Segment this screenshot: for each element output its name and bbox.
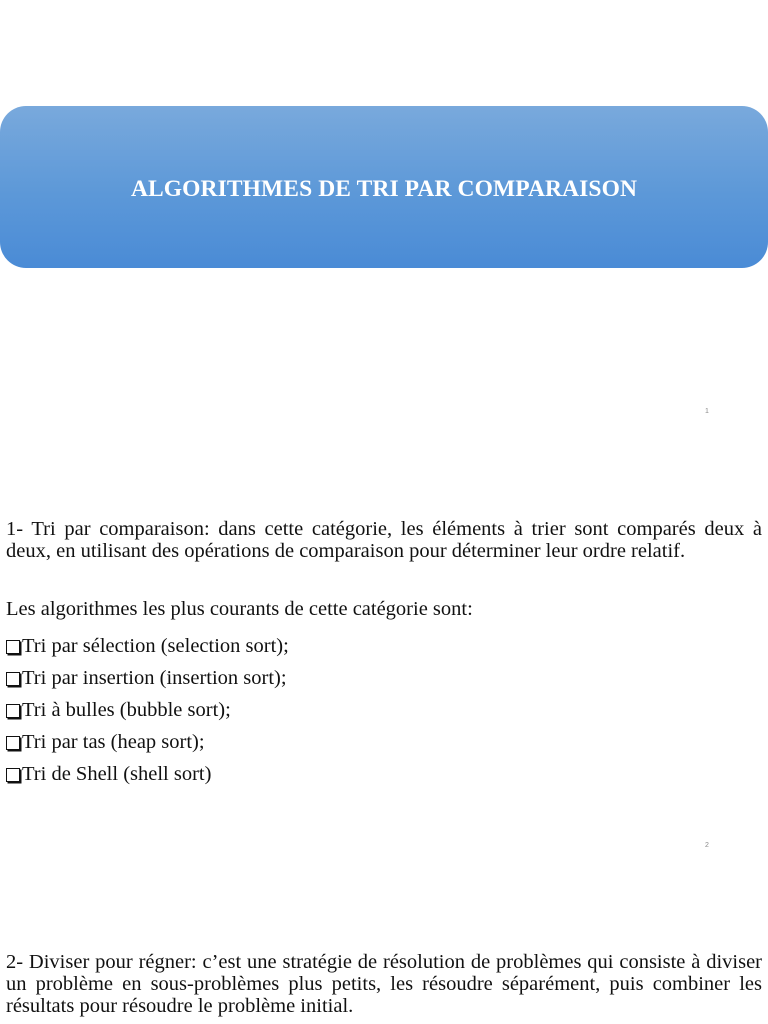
list-item bbox=[6, 758, 289, 790]
slide-1 bbox=[0, 0, 768, 433]
list-item bbox=[6, 726, 289, 758]
list-item-label: Tri par sélection (selection sort); bbox=[22, 634, 289, 657]
page-number: 1 bbox=[705, 408, 709, 415]
list-item bbox=[6, 662, 289, 694]
checkbox-icon bbox=[6, 704, 20, 718]
list-item-label: Tri de Shell (shell sort) bbox=[22, 762, 212, 785]
paragraph-comparison-sort: 1- Tri par comparaison: dans cette catégorie, les éléments à trier sont comparés deux à deux, en utilisant des opérations de comparaison pour déterminer leur ordre relatif. bbox=[6, 518, 762, 562]
list-item-label: Tri à bulles (bubble sort); bbox=[22, 698, 231, 721]
slide-2 bbox=[0, 433, 768, 867]
list-item-label: Tri par tas (heap sort); bbox=[22, 730, 205, 753]
checkbox-icon bbox=[6, 640, 20, 654]
list-item-label: Tri par insertion (insertion sort); bbox=[22, 666, 287, 689]
algorithm-list bbox=[6, 630, 289, 790]
list-intro: Les algorithmes les plus courants de cette catégorie sont: bbox=[6, 598, 473, 620]
checkbox-icon bbox=[6, 736, 20, 750]
list-item bbox=[6, 694, 289, 726]
paragraph-divide-and-conquer: 2- Diviser pour régner: c’est une stratégie de résolution de problèmes qui consiste à diviser un problème en sous-problèmes plus petits, les résoudre séparément, puis combiner les résultats pour résoudre le problème initial. bbox=[6, 951, 762, 1017]
checkbox-icon bbox=[6, 672, 20, 686]
title-banner bbox=[0, 106, 768, 268]
page-number: 2 bbox=[705, 842, 709, 849]
list-item bbox=[6, 630, 289, 662]
slide-3 bbox=[0, 867, 768, 1024]
checkbox-icon bbox=[6, 768, 20, 782]
slide-title: ALGORITHMES DE TRI PAR COMPARAISON bbox=[130, 175, 638, 202]
